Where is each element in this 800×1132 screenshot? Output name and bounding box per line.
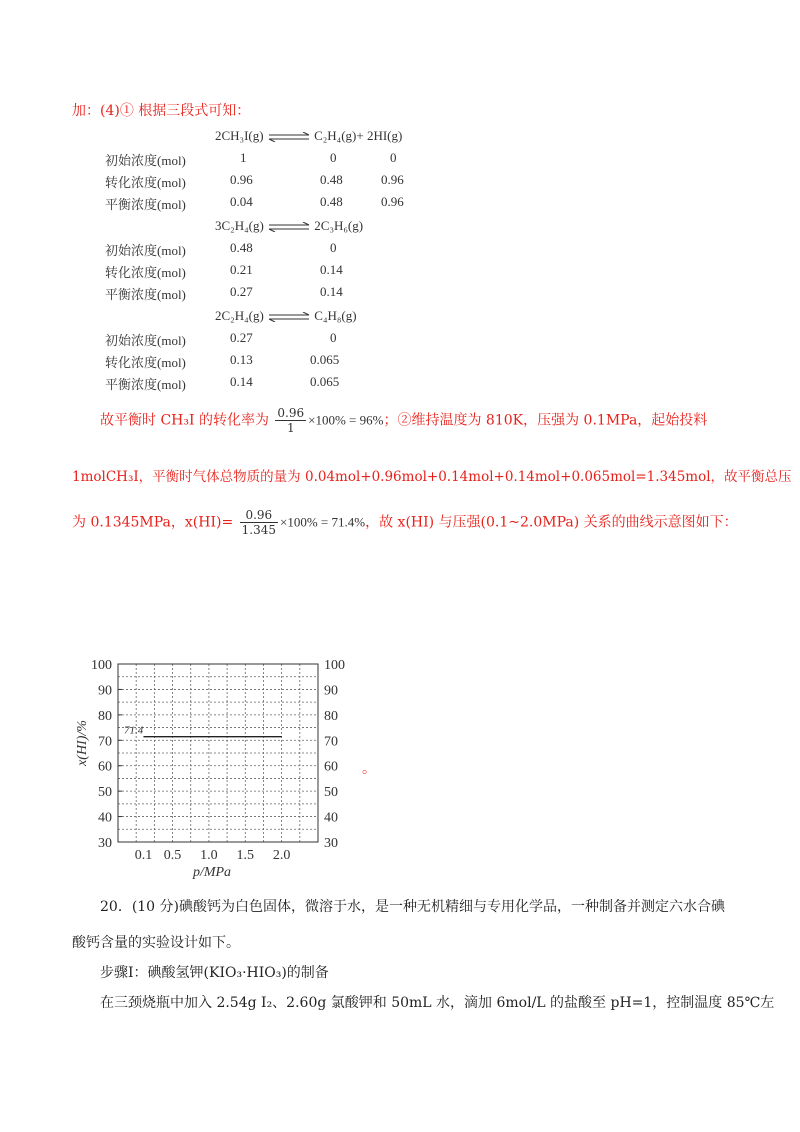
table-cell: 0.27 <box>230 330 253 345</box>
table-cell: 0.48 <box>230 240 253 255</box>
y-tick-label-left: 90 <box>98 683 112 699</box>
annotation-label: 71.4 <box>124 724 144 737</box>
table-cell: 0.13 <box>230 352 253 367</box>
fraction <box>275 406 306 435</box>
row-label-equilibrium: 平衡浓度(mol) <box>105 197 186 212</box>
table-cell: 0.065 <box>310 374 340 389</box>
equation-1-left: 2CH₃I(g) <box>215 128 264 143</box>
y-tick-label-right: 80 <box>324 708 338 724</box>
chart-trailing-mark: 。 <box>362 761 376 777</box>
table-cell: 0.14 <box>230 374 253 389</box>
reaction-table-3 <box>105 308 445 390</box>
y-tick-label-right: 100 <box>324 658 345 673</box>
fraction-denominator: 1 <box>286 421 295 435</box>
y-tick-label-right: 70 <box>324 734 338 750</box>
row-label-equilibrium: 平衡浓度(mol) <box>105 377 186 392</box>
y-tick-label-right: 40 <box>324 810 338 826</box>
table-cell: 0.14 <box>320 284 343 299</box>
table-cell: 0 <box>330 150 337 165</box>
y-tick-label-right: 50 <box>324 785 338 801</box>
step-1-heading: 步骤Ⅰ：碘酸氢钾(KIO₃·HIO₃)的制备 <box>100 965 329 981</box>
table-cell: 0.04 <box>230 194 253 209</box>
reaction-table-1 <box>105 128 445 210</box>
table-cell: 0.14 <box>320 262 343 277</box>
y-tick-label-right: 90 <box>324 683 338 699</box>
table-cell: 0.21 <box>230 262 253 277</box>
fraction-numerator: 0.96 <box>240 508 278 523</box>
conversion-text-suffix: ；②维持温度为 810K，压强为 0.1MPa，起始投料 <box>383 412 708 429</box>
table-cell: 0.96 <box>381 172 404 187</box>
y-tick-label-left: 70 <box>98 734 112 750</box>
fraction-denominator: 1.345 <box>241 523 277 537</box>
solution-line-3 <box>72 508 738 537</box>
molar-fraction-suffix: ，故 x(HI) 与压强(0.1~2.0MPa) 关系的曲线示意图如下： <box>365 514 738 531</box>
equation-2 <box>215 218 363 234</box>
x-tick-label: 0.5 <box>163 848 182 863</box>
hi-fraction-chart <box>70 650 370 880</box>
conversion-text: 故平衡时 CH₃I 的转化率为 <box>100 412 269 429</box>
table-cell: 0.96 <box>230 172 253 187</box>
equation-2-left: 3C₂H₄(g) <box>215 218 264 233</box>
row-label-initial: 初始浓度(mol) <box>105 333 186 348</box>
table-cell: 0.96 <box>381 194 404 209</box>
equation-3-right: C₄H₈(g) <box>314 308 357 323</box>
math-expression: ×100% = 71.4% <box>280 514 366 530</box>
table-cell: 0.065 <box>310 352 340 367</box>
x-tick-label: 0.1 <box>134 848 153 863</box>
row-label-change: 转化浓度(mol) <box>105 265 186 280</box>
table-cell: 0 <box>330 330 337 345</box>
equation-3-left: 2C₂H₄(g) <box>215 308 264 323</box>
y-tick-label-left: 40 <box>98 810 112 826</box>
row-label-initial: 初始浓度(mol) <box>105 153 186 168</box>
fraction <box>240 508 278 537</box>
equation-1-right: C₂H₄(g)+ 2HI(g) <box>314 128 403 143</box>
row-label-change: 转化浓度(mol) <box>105 355 186 370</box>
table-cell: 0.48 <box>320 172 343 187</box>
table-cell: 1 <box>240 150 247 165</box>
y-tick-label-right: 60 <box>324 759 338 775</box>
y-tick-label-left: 30 <box>98 836 112 851</box>
molar-fraction-text: 为 0.1345MPa，x(HI)= <box>72 514 234 531</box>
question-20-line-2: 酸钙含量的实验设计如下。 <box>72 935 240 951</box>
equilibrium-arrow-icon <box>267 132 311 142</box>
solution-line-2: 1molCH₃I，平衡时气体总物质的量为 0.04mol+0.96mol+0.14mol+0.14mol+0.065mol=1.345mol，故平衡总压 <box>72 469 792 485</box>
y-tick-label-left: 100 <box>91 658 112 673</box>
y-axis-label: x(HI)/% <box>75 720 90 766</box>
row-label-equilibrium: 平衡浓度(mol) <box>105 287 186 302</box>
equilibrium-arrow-icon <box>267 312 311 322</box>
x-axis-label: p/MPa <box>192 865 232 880</box>
table-cell: 0.48 <box>320 194 343 209</box>
table-cell: 0.27 <box>230 284 253 299</box>
reaction-table-2 <box>105 218 445 300</box>
step-1-text: 在三颈烧瓶中加入 2.54g I₂、2.60g 氯酸钾和 50mL 水，滴加 6mol/L 的盐酸至 pH=1，控制温度 85℃左 <box>100 995 775 1011</box>
intro-heading: 加：(4)① 根据三段式可知： <box>72 103 251 119</box>
y-tick-label-left: 60 <box>98 759 112 775</box>
fraction-numerator: 0.96 <box>277 406 305 420</box>
equation-3 <box>215 308 357 324</box>
y-tick-label-left: 80 <box>98 708 112 724</box>
table-cell: 0 <box>330 240 337 255</box>
x-tick-label: 1.0 <box>200 848 218 863</box>
table-cell: 0 <box>390 150 397 165</box>
x-tick-label: 1.5 <box>236 848 255 863</box>
row-label-initial: 初始浓度(mol) <box>105 243 186 258</box>
y-tick-label-right: 30 <box>324 836 338 851</box>
question-20-line-1: 20．(10 分)碘酸钙为白色固体，微溶于水，是一种无机精细与专用化学品，一种制备并测定六水合碘 <box>100 899 726 915</box>
row-label-change: 转化浓度(mol) <box>105 175 186 190</box>
equation-2-right: 2C₃H₆(g) <box>314 218 364 233</box>
equilibrium-arrow-icon <box>267 222 311 232</box>
y-tick-label-left: 50 <box>98 785 112 801</box>
solution-line-1 <box>100 406 707 435</box>
equation-1 <box>215 128 402 144</box>
x-tick-label: 2.0 <box>272 848 291 863</box>
math-expression: ×100% = 96% <box>308 412 384 428</box>
